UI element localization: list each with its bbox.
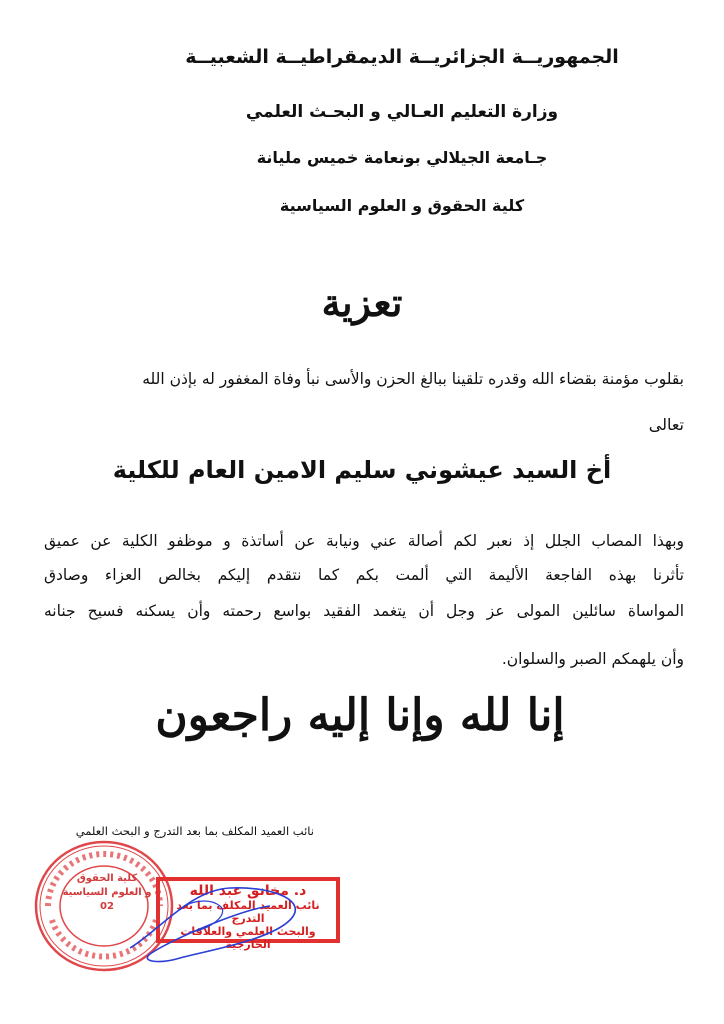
header-university: جـامعة الجيلالي بونعامة خميس مليانة [256,148,548,167]
seal-line-3: 02 [100,901,114,912]
page-title: تعزية [321,280,403,325]
intro-line-1: بقلوب مؤمنة بقضاء الله وقدره تلقينا ببالغ الحزن والأسى نبأ وفاة المغفور له بإذن الله [142,370,684,388]
seal-line-1: كلية الحقوق [76,873,138,884]
quran-verse: إنا لله وإنا إليه راجعون [155,690,565,741]
body-line-1: وبهذا المصاب الجلل إذ نعبر لكم أصالة عني ونيابة عن أساتذة و موظفو الكلية عن عميق [44,532,684,550]
signature-icon [120,870,320,970]
header-republic: الجمهوريــة الجزائريــة الديمقراطيــة الشعبيــة [185,46,619,68]
header-ministry: وزارة التعليم العـالي و البحـث العلمي [245,102,559,122]
stamp-role-2: والبحث العلمي والعلاقات الخارجية [180,925,316,951]
seal-line-2: و العلوم السياسية [62,887,152,898]
signer-title: نائب العميد المكلف بما بعد التدرج و البحث العلمي [75,824,314,838]
body-line-4: وأن يلهمكم الصبر والسلوان. [501,650,684,668]
stamp-name: د. مخانق عبد الله [189,883,307,899]
stamp-role-1: نائب العميد المكلف بما بعد التدرج [176,899,320,925]
header-faculty: كلية الحقوق و العلوم السياسية [279,196,525,215]
deceased-heading: أخ السيد عيشوني سليم الامين العام للكلية [112,456,612,484]
body-line-2: تأثرنا بهذه الفاجعة الأليمة التي ألمت بكم كما نتقدم إليكم بخالص العزاء وصادق [44,566,684,584]
intro-line-2: تعالى [648,415,684,434]
body-line-3: المواساة سائلين المولى عز وجل أن يتغمد الفقيد بواسع رحمته وأن يسكنه فسيح جنانه [44,602,684,620]
